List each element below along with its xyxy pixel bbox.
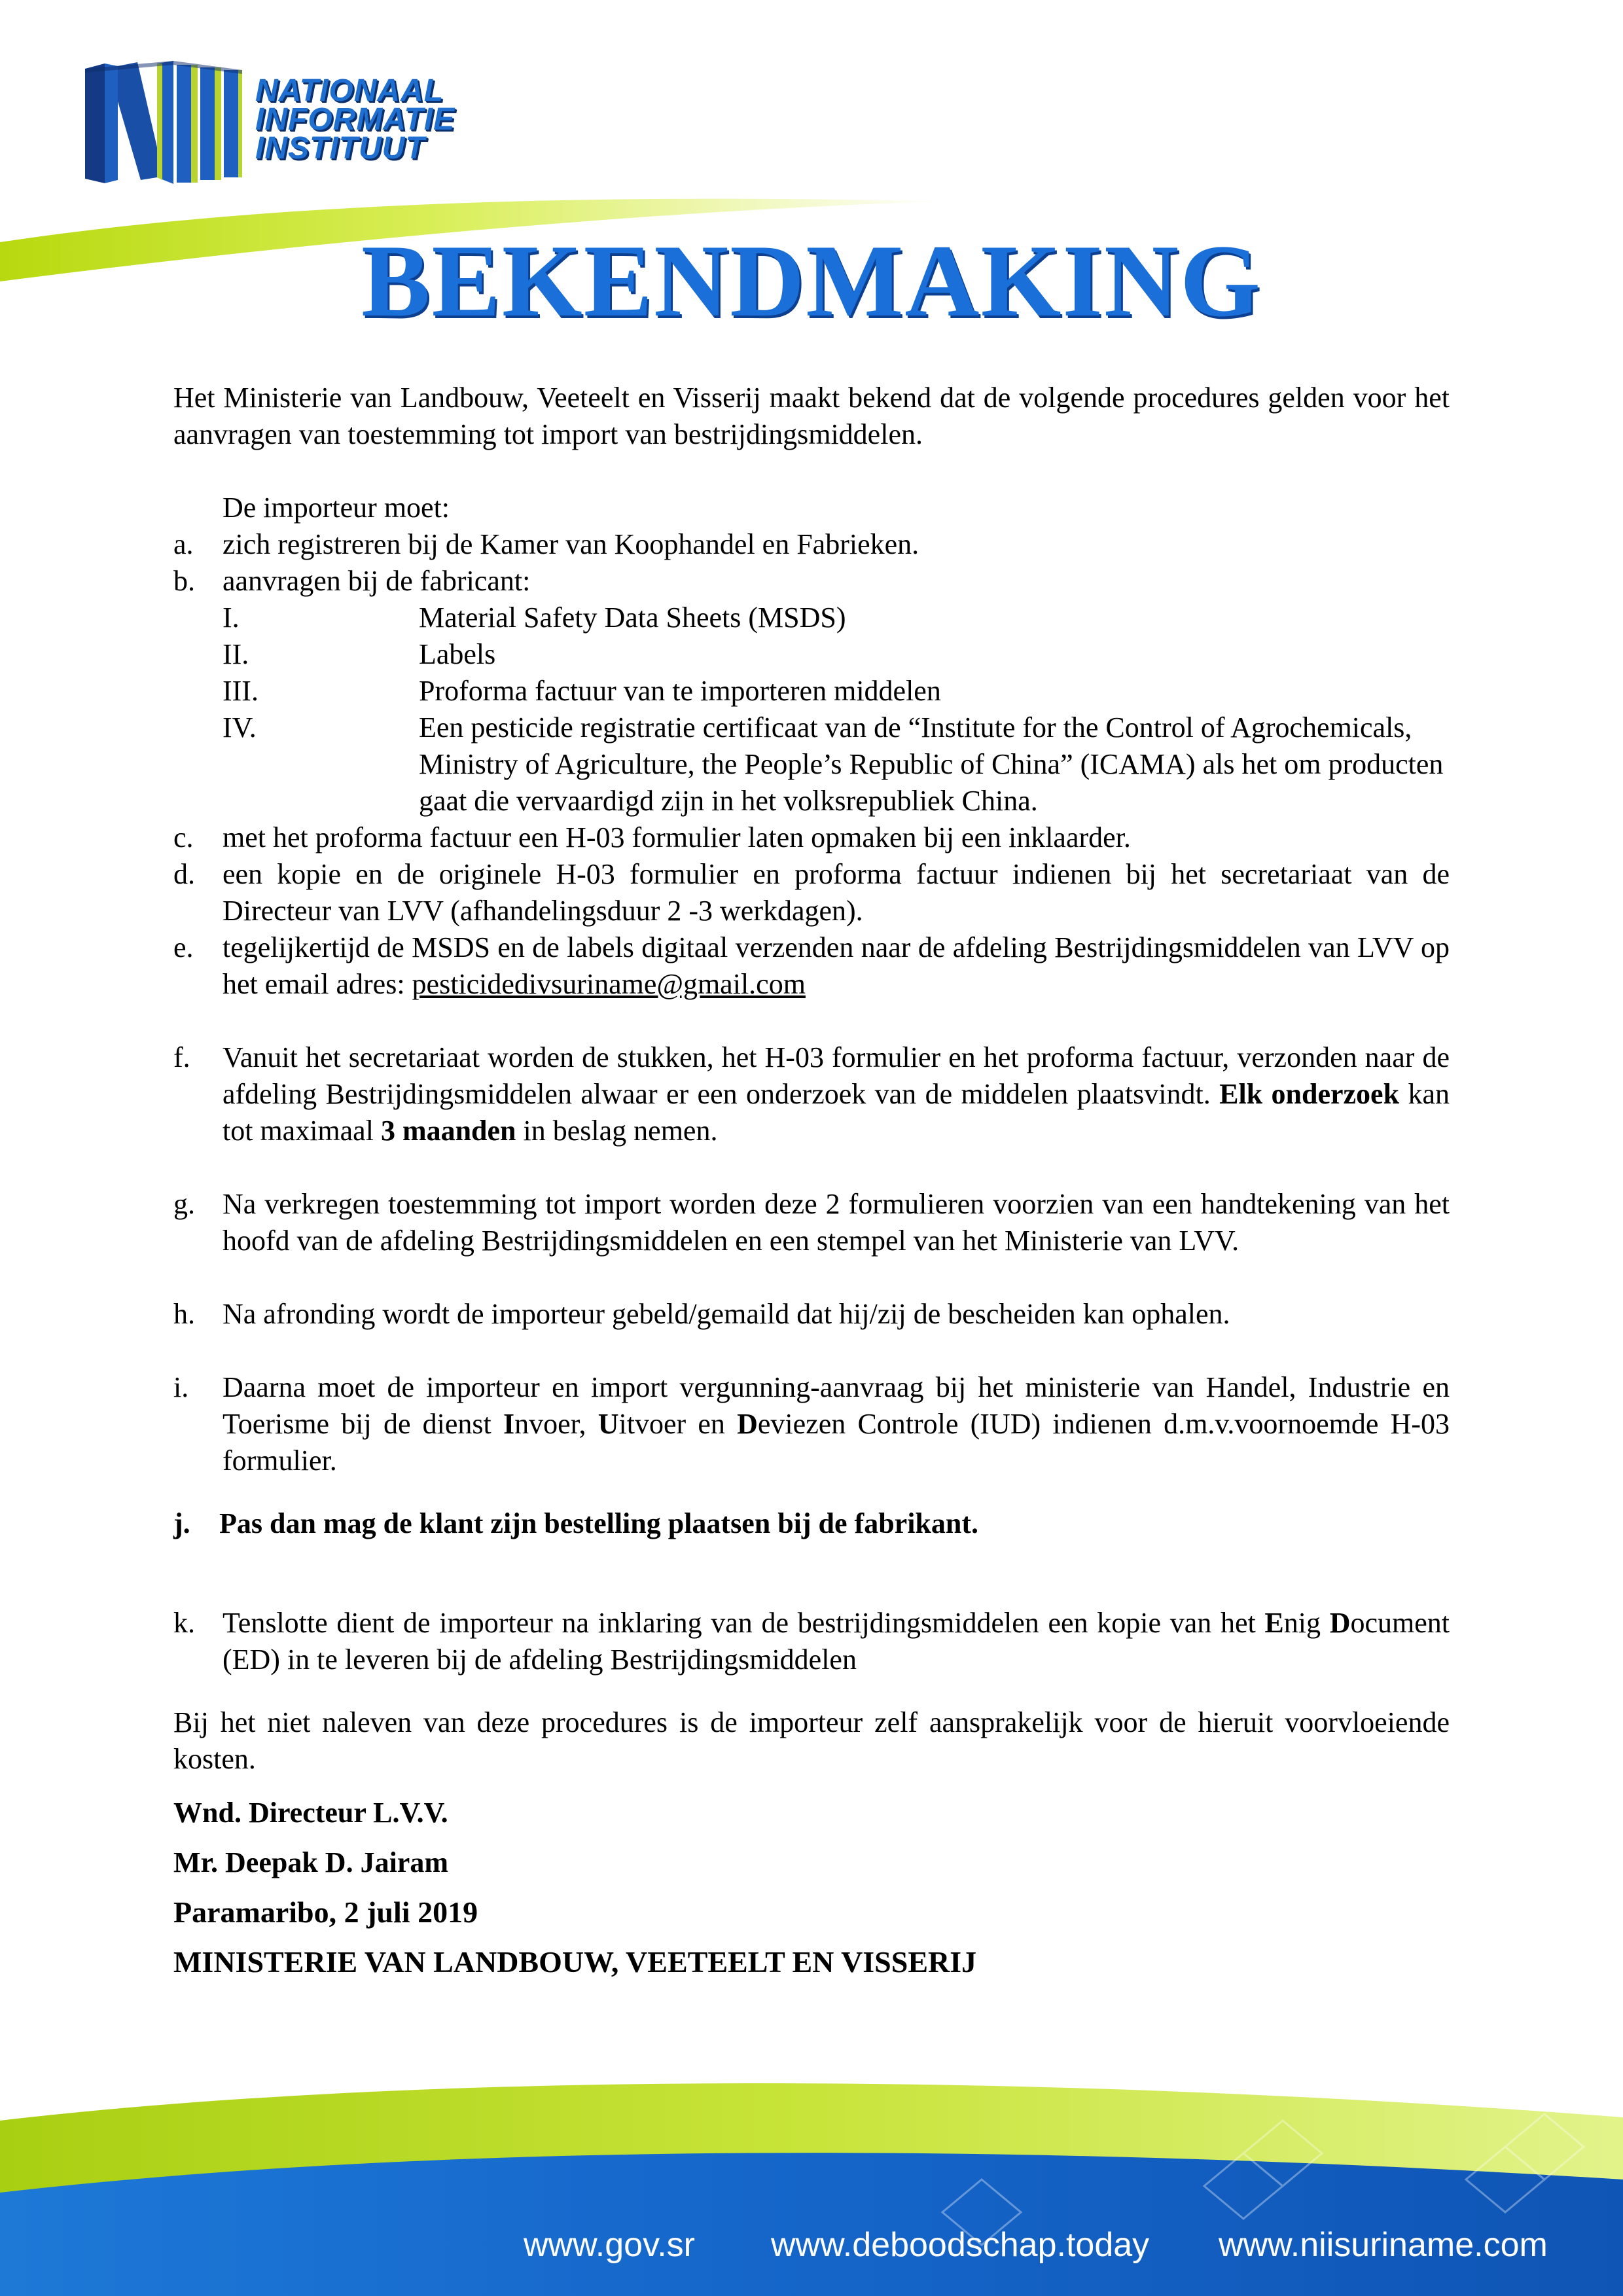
list-item-c — [173, 819, 1450, 856]
sub-item-iv — [173, 709, 1450, 819]
item-marker: k. — [173, 1607, 195, 1639]
item-text: ocument (ED) in te leveren bij de afdeling Bestrijdingsmiddelen — [223, 1607, 1450, 1676]
item-marker: c. — [173, 821, 194, 853]
item-marker: f. — [173, 1041, 190, 1073]
list-item-f — [173, 1039, 1450, 1149]
item-marker: b. — [173, 565, 195, 597]
item-text: tegelijkertijd de MSDS en de labels digitaal verzenden naar de afdeling Bestrijdingsmiddelen van LVV op het email adres: — [223, 931, 1450, 1000]
intro-paragraph: Het Ministerie van Landbouw, Veeteelt en Visserij maakt bekend dat de volgende procedures gelden voor het aanvragen van toestemming tot import van bestrijdingsmiddelen. — [173, 382, 1450, 450]
item-bold-text: Elk onderzoek — [1219, 1078, 1400, 1110]
page-title: BEKENDMAKING — [361, 224, 1262, 338]
sub-item-i — [173, 600, 1450, 636]
sub-item-number: IV. — [223, 711, 257, 744]
item-text: Tenslotte dient de importeur na inklaring van de bestrijdingsmiddelen een kopie van het — [223, 1607, 1265, 1639]
signature-place-date: Paramaribo, 2 juli 2019 — [173, 1895, 478, 1929]
item-text: in beslag nemen. — [516, 1115, 718, 1147]
sub-item-number: II. — [223, 638, 249, 670]
item-text: nig — [1283, 1607, 1330, 1639]
announcement-body — [173, 380, 1450, 1981]
list-item-k — [173, 1605, 1450, 1678]
list-item-d — [173, 856, 1450, 929]
sub-item-text: Een pesticide registratie certificaat van de “Institute for the Control of Agrochemicals, Ministry of Agriculture, the People’s Republic of China” (ICAMA) als het om producten gaat die vervaardigd zijn in het volksrepubliek China. — [419, 711, 1444, 817]
footer-link-gov[interactable]: www.gov.sr — [524, 2226, 695, 2264]
item-text: een kopie en de originele H-03 formulier en proforma factuur indienen bij het secretariaat van de Directeur van LVV (afhandelingsduur 2 -3 werkdagen). — [223, 858, 1450, 927]
item-text: zich registreren bij de Kamer van Koophandel en Fabrieken. — [223, 528, 919, 560]
sub-item-ii — [173, 636, 1450, 673]
sub-item-iii — [173, 673, 1450, 709]
item-text: eviezen Controle (IUD) indienen d.m.v.voornoemde H-03 formulier. — [223, 1408, 1450, 1477]
list-item-a — [173, 526, 1450, 563]
logo-line-3: INSTITUUT — [255, 131, 425, 166]
item-text: Vanuit het secretariaat worden de stukken, het H-03 formulier en het proforma factuur, verzonden naar de afdeling Bestrijdingsmiddelen alwaar er een onderzoek van de middelen plaatsvindt. — [223, 1041, 1450, 1110]
footer-link-deboodschap[interactable]: www.deboodschap.today — [771, 2226, 1150, 2264]
email-link[interactable]: pesticidedivsuriname@gmail.com — [412, 968, 806, 1000]
importer-heading: De importeur moet: — [223, 492, 450, 524]
signature-name: Mr. Deepak D. Jairam — [173, 1846, 448, 1878]
item-marker: g. — [173, 1188, 195, 1220]
nii-logo-mark — [79, 56, 242, 187]
item-marker: d. — [173, 858, 195, 890]
item-marker: e. — [173, 931, 194, 963]
item-text: aanvragen bij de fabricant: — [223, 565, 531, 597]
closing-paragraph: Bij het niet naleven van deze procedures is de importeur zelf aansprakelijk voor de hieruit voorvloeiende kosten. — [173, 1706, 1450, 1775]
logo-line-2: INFORMATIE — [255, 102, 455, 137]
item-bold-text: 3 maanden — [380, 1115, 516, 1147]
item-text: nvoer, — [514, 1408, 598, 1440]
logo-line-1: NATIONAAL — [255, 73, 444, 108]
footer-links — [0, 2225, 1623, 2278]
item-text: Daarna moet de importeur en import vergunning-aanvraag bij het ministerie van Handel, Industrie en Toerisme bij de dienst — [223, 1371, 1450, 1440]
item-text: Na verkregen toestemming tot import worden deze 2 formulieren voorzien van een handtekening van het hoofd van de afdeling Bestrijdingsmiddelen en een stempel van het Ministerie van LVV. — [223, 1188, 1450, 1257]
list-item-e — [173, 929, 1450, 1003]
list-item-g — [173, 1186, 1450, 1259]
sub-item-number: III. — [223, 675, 259, 707]
sub-item-number: I. — [223, 601, 240, 634]
sub-item-text: Labels — [419, 638, 496, 670]
item-bold-text: I — [503, 1408, 515, 1440]
item-marker: i. — [173, 1371, 189, 1403]
item-text: Na afronding wordt de importeur gebeld/gemaild dat hij/zij de bescheiden kan ophalen. — [223, 1298, 1230, 1330]
item-text: kan tot maximaal — [223, 1078, 1450, 1147]
list-item-j — [173, 1505, 1450, 1542]
item-text: met het proforma factuur een H-03 formulier laten opmaken bij een inklaarder. — [223, 821, 1131, 853]
item-text: Pas dan mag de klant zijn bestelling plaatsen bij de fabrikant. — [219, 1507, 979, 1539]
item-bold-text: D — [1329, 1607, 1351, 1639]
item-marker: j. — [173, 1507, 190, 1539]
footer-link-niisuriname[interactable]: www.niisuriname.com — [1219, 2226, 1548, 2264]
item-bold-text: D — [737, 1408, 758, 1440]
item-text: itvoer en — [618, 1408, 738, 1440]
signature-ministry: MINISTERIE VAN LANDBOUW, VEETEELT EN VISSERIJ — [173, 1945, 977, 1979]
sub-item-text: Material Safety Data Sheets (MSDS) — [419, 601, 846, 634]
item-marker: h. — [173, 1298, 195, 1330]
list-item-b — [173, 563, 1450, 600]
list-item-h — [173, 1296, 1450, 1333]
nii-logo — [79, 56, 471, 187]
logo-wordmark — [255, 73, 455, 166]
item-marker: a. — [173, 528, 194, 560]
sub-item-text: Proforma factuur van te importeren middelen — [419, 675, 941, 707]
item-bold-text: U — [597, 1408, 619, 1440]
list-item-i — [173, 1369, 1450, 1479]
item-bold-text: E — [1264, 1607, 1284, 1639]
signature-role: Wnd. Directeur L.V.V. — [173, 1797, 448, 1829]
